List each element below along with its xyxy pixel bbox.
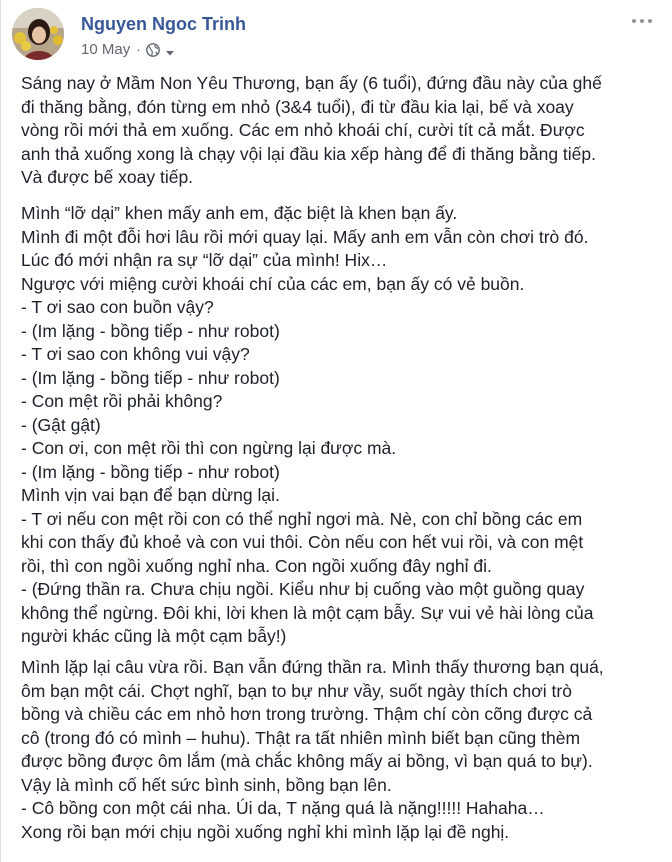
text-line: Sáng nay ở Mầm Non Yêu Thương, bạn ấy (6 tuổi), đứng đầu này của ghế [21,73,602,93]
caret-down-icon[interactable] [165,45,175,55]
paragraph-1 [21,72,602,190]
author-name[interactable]: Nguyen Ngoc Trinh [81,14,247,34]
text-line: Lúc đó mới nhận ra sự “lỡ dại” của mình! Hix… [21,250,388,270]
text-line: rồi, thì con ngồi xuống nghỉ nha. Con ngồi xuống đây nghỉ đi. [21,555,492,576]
text-line: - (Gật gật) [21,414,101,435]
paragraph-2 [21,202,594,649]
text-line: - (Im lặng - bồng tiếp - như robot) [21,367,280,388]
text-line: khi con thấy đủ khoẻ và con vui thôi. Còn nếu con hết vui rồi, và con mệt [21,532,584,552]
text-line: - (Đứng thần ra. Chưa chịu ngồi. Kiểu như bị cuống vào một guồng quay [21,579,585,599]
meta-separator: · [136,42,141,57]
avatar-photo [12,8,64,60]
text-line: ôm bạn một cái. Chợt nghĩ, bạn to bự như vầy, suốt ngày thích chơi trò [21,680,572,701]
text-line: vòng rồi mới thả em xuống. Các em nhỏ khoái chí, cười tít cả mắt. Được [21,120,585,140]
text-line: - Con mệt rồi phải không? [21,391,223,411]
text-line: - (Im lặng - bồng tiếp - như robot) [21,320,280,341]
text-line: Và được bế xoay tiếp. [21,167,194,187]
text-line: Mình lặp lại câu vừa rồi. Bạn vẫn đứng thần ra. Mình thấy thương bạn quá, [21,657,604,677]
text-line: Mình đi một đỗi hơi lâu rồi mới quay lại. Mấy anh em vẫn còn chơi trò đó. [21,226,589,247]
text-line: Ngược với miệng cười khoái chí của các em, bạn ấy có vẻ buồn. [21,273,525,294]
post-meta [81,41,175,58]
text-line: không thể ngừng. Đôi khi, lời khen là một cạm bẫy. Sự vui vẻ hài lòng của [21,602,594,623]
text-line: - Con ơi, con mệt rồi thì con ngừng lại được mà. [21,438,397,458]
text-line: Xong rồi bạn mới chịu ngồi xuống nghỉ khi mình lặp lại đề nghị. [21,821,510,842]
text-line: bồng và chiều các em nhỏ hơn trong trường. Thậm chí còn cõng được cả [21,704,593,724]
text-line: - T ơi sao con buồn vậy? [21,297,214,317]
text-line: Vậy là mình cố hết sức bình sinh, bồng bạn lên. [21,774,392,795]
text-line: - (Im lặng - bồng tiếp - như robot) [21,461,280,482]
text-line: đi thăng bằng, đón từng em nhỏ (3&4 tuổi), đi từ đầu kia lại, bế và xoay [21,96,574,117]
paragraph-3 [21,656,604,844]
text-line: - T ơi nếu con mệt rồi con có thể nghỉ ngơi mà. Nè, con chỉ bồng các em [21,508,583,529]
more-options-icon[interactable] [627,11,657,31]
text-line: cô (trong đó có mình – huhu). Thật ra tất nhiên mình biết bạn cũng thèm [21,727,581,748]
avatar[interactable] [12,8,64,60]
globe-icon[interactable] [146,43,160,57]
text-line: Mình “lỡ dại” khen mấy anh em, đặc biệt là khen bạn ấy. [21,203,458,223]
text-line: được bồng được ôm lắm (mà chắc không mấy ai bồng, vì bạn quá to bự). [21,751,593,771]
text-line: anh thả xuống xong là chạy vội lại đầu kia xếp hàng để đi thăng bằng tiếp. [21,143,597,164]
post-header [1,0,672,60]
text-line: người khác cũng là một cạm bẫy!) [21,626,287,646]
text-line: Mình vịn vai bạn để bạn dừng lại. [21,485,280,505]
text-line: - Cô bồng con một cái nha. Úi da, T nặng quá là nặng!!!!! Hahaha… [21,798,545,818]
post-date[interactable]: 10 May [81,41,131,58]
text-line: - T ơi sao con không vui vậy? [21,344,250,364]
